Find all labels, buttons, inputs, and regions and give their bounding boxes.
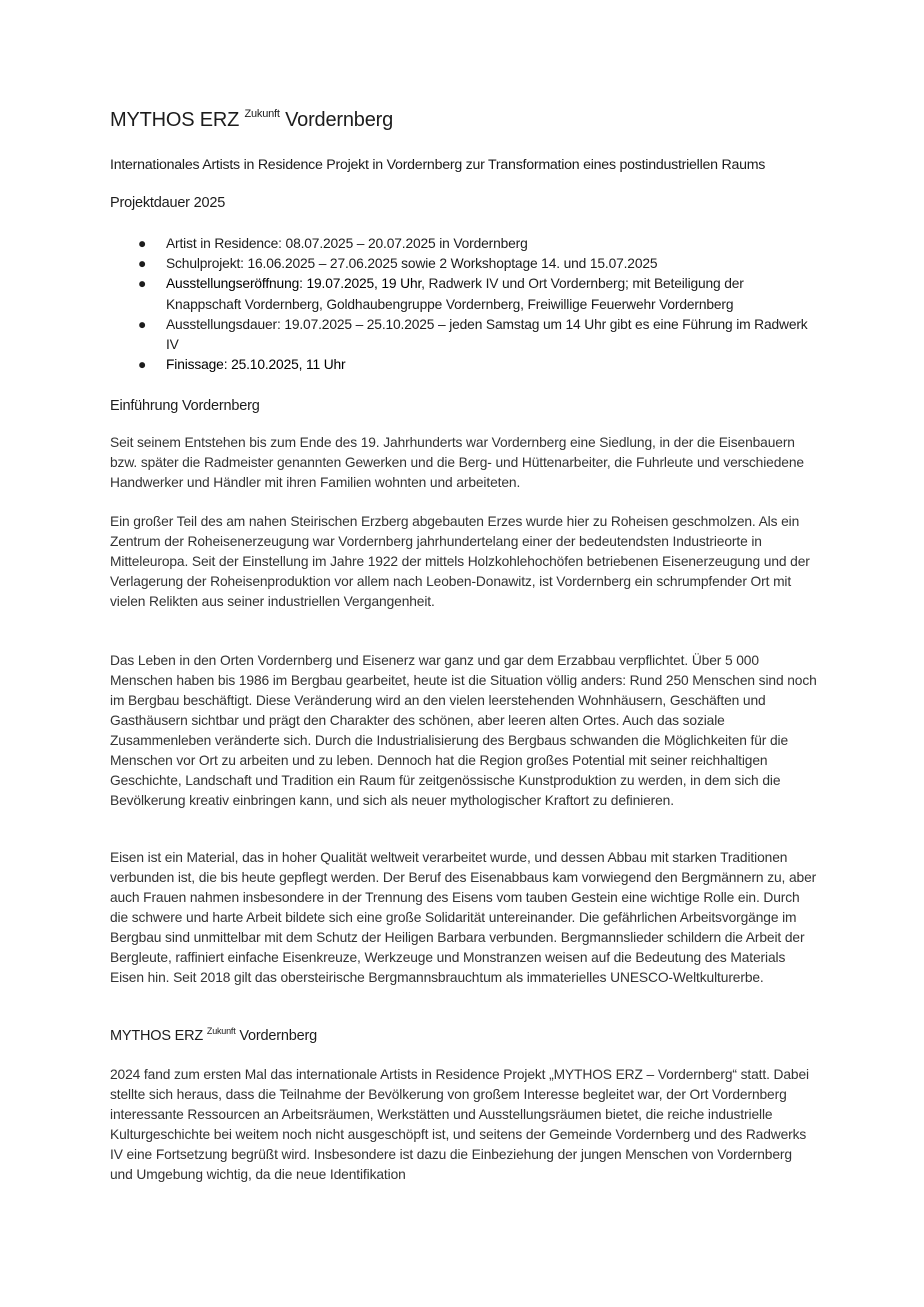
list-item — [110, 355, 820, 375]
heading-superscript: Zukunft — [206, 1026, 236, 1036]
bullet-icon: ● — [138, 316, 147, 332]
document-subtitle: Internationales Artists in Residence Projekt in Vordernberg zur Transformation eines postindustriellen Raums — [110, 157, 766, 173]
duration-heading: Projektdauer 2025 — [110, 195, 226, 211]
item-lead: Ausstellungseröffnung: 19.07.2025, 19 Uhr — [166, 276, 422, 292]
duration-list — [110, 234, 820, 375]
title-end: Vordernberg — [285, 109, 394, 131]
paragraph: Eisen ist ein Material, das in hoher Qualität weltweit verarbeitet wurde, und dessen Abbau mit starken Traditionen verbunden ist, die bis heute gepflegt werden. Der Beruf des Eisenabbaus kam vorwiegend den Bergmännern zu, aber auch Frauen nahmen insbesondere in der Trennung des Eisens vom tauben Gestein eine wichtige Rolle ein. Durch die schwere und harte Arbeit bildete sich eine große Solidarität untereinander. Die gefährlichen Arbeitsvorgänge im Bergbau sind unmittelbar mit dem Schutz der Heiligen Barbara verbunden. Bergmannslieder schildern die Arbeit der Bergleute, raffiniert einfache Eisenkreuze, Werkzeuge und Monstranzen weisen auf die Bedeutung des Materials Eisen hin. Seit 2018 gilt das obersteirische Bergmannsbrauchtum als immaterielles UNESCO-Weltkulturerbe. — [110, 850, 817, 985]
bullet-icon: ● — [138, 236, 147, 251]
title-main: MYTHOS ERZ — [110, 109, 240, 131]
bullet-icon: ● — [138, 276, 147, 292]
bullet-icon: ● — [138, 256, 147, 272]
list-item: ● Ausstellungseröffnung: 19.07.2025, 19 Uhr, Radwerk IV und Ort Vordernberg; mit Beteiligung der Knappschaft Vordernberg, Goldhaubengruppe Vordernberg, Freiwillige Feuerwehr Vordernberg — [138, 276, 744, 312]
paragraph: Seit seinem Entstehen bis zum Ende des 19. Jahrhunderts war Vordernberg eine Siedlung, in der die Eisenbauern bzw. später die Radmeister genannten Gewerken und die Berg- und Hüttenarbeiter, die Fuhrleute und verschiedene Handwerker und Händler mit ihren Familien wohnten und arbeiteten. — [110, 435, 804, 490]
list-item: ● Ausstellungsdauer: 19.07.2025 – 25.10.2025 – jeden Samstag um 14 Uhr gibt es eine Führung im Radwerk IV — [138, 316, 808, 353]
paragraph: Das Leben in den Orten Vordernberg und Eisenerz war ganz und gar dem Erzabbau verpflichtet. Über 5 000 Menschen haben bis 1986 im Bergbau gearbeitet, heute ist die Situation völlig anders: Rund 250 Menschen sind noch im Bergbau beschäftigt. Diese Veränderung wird an den vielen leerstehenden Wohnhäusern, Geschäften und Gasthäusern sichtbar und prägt den Charakter des schönen, aber leeren alten Ortes. Auch das soziale Zusammenleben veränderte sich. Durch die Industrialisierung des Bergbaus schwanden die Möglichkeiten für die Menschen vor Ort zu arbeiten und zu leben. Dennoch hat die Region großes Potential mit seiner reichhaltigen Geschichte, Landschaft und Tradition ein Raum für zeitgenössische Kunstproduktion zu werden, in dem sich die Bevölkerung kreativ einbringen kann, und sich als neuer mythologischer Kraftort zu definieren. — [110, 653, 817, 808]
title-superscript: Zukunft — [244, 108, 280, 120]
list-item: ● Schulprojekt: 16.06.2025 – 27.06.2025 sowie 2 Workshoptage 14. und 15.07.2025 — [110, 254, 820, 274]
bullet-icon: ● — [138, 357, 147, 373]
section-heading: MYTHOS ERZ $^{Zukunft}$ Vordernberg — [110, 1026, 317, 1044]
list-item: ● Artist in Residence: 08.07.2025 – 20.07.2025 in Vordernberg — [110, 234, 820, 254]
paragraph: 2024 fand zum ersten Mal das internationale Artists in Residence Projekt „MYTHOS ERZ – Vordernberg“ statt. Dabei stellte sich heraus, dass die Teilnahme der Bevölkerung von großem Interesse begleitet war, der Ort Vordernberg interessante Ressourcen an Arbeitsräumen, Werkstätten und Ausstellungsräumen bietet, die reiche industrielle Kulturgeschichte bei weitem noch nicht ausgeschöpft ist, und seitens der Gemeinde Vordernberg und des Radwerks IV eine Fortsetzung begrüßt wird. Insbesondere ist dazu die Einbeziehung der jungen Menschen von Vordernberg und Umgebung wichtig, da die neue Identifikation — [110, 1067, 809, 1182]
paragraph: Ein großer Teil des am nahen Steirischen Erzberg abgebauten Erzes wurde hier zu Roheisen geschmolzen. Als ein Zentrum der Roheisenerzeugung war Vordernberg jahrhundertelang einer der bedeutendsten Industrieorte in Mitteleuropa. Seit der Einstellung im Jahre 1922 der mittels Holzkohlehochöfen betriebenen Eisenerzeugung und der Verlagerung der Roheisenproduktion vor allem nach Leoben-Donawitz, ist Vordernberg ein schrumpfender Ort mit vielen Relikten aus seiner industriellen Vergangenheit. — [110, 514, 810, 609]
item-lead: Finissage: 25.10.2025, 11 Uhr — [166, 357, 346, 373]
document-title — [110, 108, 393, 132]
intro-heading: Einführung Vordernberg — [110, 398, 260, 414]
